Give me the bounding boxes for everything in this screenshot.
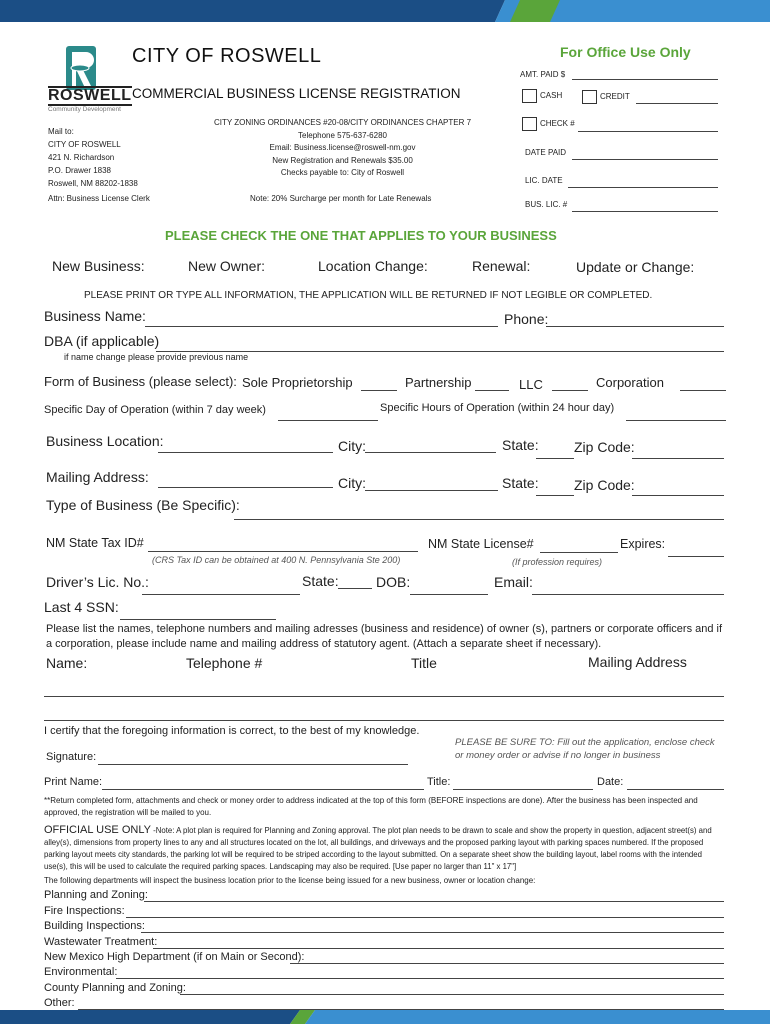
mailing-city-label: City: (338, 475, 366, 491)
type-of-business-field[interactable] (234, 519, 724, 520)
certify-text: I certify that the foregoing information is correct, to the best of my knowledge. (44, 725, 420, 737)
cert-date-field[interactable] (627, 789, 724, 790)
bus-lic-field[interactable] (572, 211, 718, 212)
credit-checkbox[interactable] (582, 90, 597, 104)
dl-state-field[interactable] (338, 588, 372, 589)
print-instruction: PLEASE PRINT OR TYPE ALL INFORMATION, THE APPLICATION WILL BE RETURNED IF NOT LEGIBLE OR COMPLETED. (84, 290, 653, 301)
owners-mailing-header: Mailing Address (588, 654, 687, 670)
business-location-field[interactable] (158, 452, 333, 453)
ordinance-line: Email: Business.license@roswell-nm.gov (269, 143, 416, 152)
print-name-label: Print Name: (44, 776, 103, 788)
option-location-change[interactable]: Location Change: (318, 258, 428, 274)
mail-line: 421 N. Richardson (48, 153, 115, 162)
expires-field[interactable] (668, 556, 724, 557)
owners-telephone-header: Telephone # (186, 655, 263, 671)
sole-prop-label: Sole Proprietorship (242, 375, 353, 390)
ordinance-line: New Registration and Renewals $35.00 (272, 155, 413, 165)
dept-county-field[interactable] (180, 994, 724, 995)
date-paid-field[interactable] (572, 159, 718, 160)
signature-label: Signature: (46, 751, 97, 763)
llc-label: LLC (519, 377, 543, 392)
dept-county-label: County Planning and Zoning: (44, 982, 186, 994)
cert-title-field[interactable] (453, 789, 593, 790)
amt-paid-label: AMT. PAID $ (520, 70, 566, 79)
top-color-band (0, 0, 770, 22)
credit-field[interactable] (636, 103, 718, 104)
check-checkbox[interactable] (522, 117, 537, 131)
drivers-lic-field[interactable] (142, 594, 300, 595)
mailing-city-field[interactable] (365, 490, 498, 491)
attn-line: Attn: Business License Clerk (48, 194, 150, 203)
location-city-label: City: (338, 438, 366, 454)
type-of-business-label: Type of Business (Be Specific): (46, 497, 240, 513)
mail-line: Mail to: (48, 127, 74, 136)
check-one-heading: PLEASE CHECK THE ONE THAT APPLIES TO YOUR BUSINESS (165, 228, 557, 243)
dept-fire-field[interactable] (126, 917, 724, 918)
mailing-address-field[interactable] (158, 487, 333, 488)
dept-environmental-field[interactable] (116, 978, 724, 979)
partnership-label: Partnership (405, 375, 472, 390)
credit-label: CREDIT (600, 92, 630, 101)
dept-building-label: Building Inspections: (44, 920, 145, 932)
dl-state-label: State: (302, 573, 339, 589)
dept-building-field[interactable] (141, 932, 724, 933)
phone-field[interactable] (546, 326, 724, 327)
nm-tax-field[interactable] (148, 551, 418, 552)
bottom-color-band (0, 1010, 770, 1024)
email-label: Email: (494, 574, 533, 590)
last4-label: Last 4 SSN: (44, 599, 119, 615)
expires-label: Expires: (620, 537, 666, 551)
location-zip-field[interactable] (632, 458, 724, 459)
mailing-state-field[interactable] (536, 495, 574, 496)
return-note: **Return completed form, attachments and check or money order to address indicated at the top of this form (BEFORE inspections are done). After the business has been inspected and approved, the registration will be mailed to you. (44, 796, 698, 817)
business-location-label: Business Location: (46, 433, 164, 449)
mail-to-block (48, 125, 138, 190)
ordinance-line: CITY ZONING ORDINANCES #20-08/CITY ORDINANCES CHAPTER 7 (213, 118, 472, 127)
form-title: COMMERCIAL BUSINESS LICENSE REGISTRATION (132, 86, 461, 101)
city-title: CITY OF ROSWELL (132, 45, 322, 67)
mail-line: Roswell, NM 88202-1838 (48, 179, 138, 188)
official-block (44, 824, 726, 873)
specific-day-field[interactable] (278, 420, 378, 421)
nm-tax-note: (CRS Tax ID can be obtained at 400 N. Pennsylvania Ste 200) (152, 555, 401, 565)
llc-field[interactable] (552, 390, 588, 391)
form-of-business-label: Form of Business (please select): (44, 374, 237, 389)
mail-line: P.O. Drawer 1838 (48, 166, 111, 175)
ordinances-block (195, 117, 490, 180)
phone-label: Phone: (504, 311, 549, 327)
owners-name-header: Name: (46, 655, 88, 671)
bus-lic-label: BUS. LIC. # (525, 200, 568, 209)
location-zip-label: Zip Code: (574, 439, 635, 455)
sole-prop-field[interactable] (361, 390, 397, 391)
city-logo (48, 44, 132, 114)
nm-license-field[interactable] (540, 552, 618, 553)
location-state-label: State: (502, 437, 539, 453)
official-label: OFFICIAL USE ONLY (44, 824, 151, 836)
nm-license-label: NM State License# (428, 537, 534, 551)
logo-tagline: Community Development (48, 106, 121, 113)
official-note: -Note: A plot plan is required for Planning and Zoning approval. The plot plan needs to be drawn to scale and show the property in question, adjacent street(s) and alley(s), dimensions from property lines to any and all structures located on the lot, all buildings, and driveways and the proposed parking layout with parking spaces numbered. If the proposed parking layout meets city standards, the parking lot will be required to be striped according to the layout submitted. On a separate sheet show the building layout, label rooms with the intended use(s), this will be used to calculate the required parking spaces. Landscaping may also be required. [Use paper no larger than 11" x 17"] (44, 826, 712, 871)
mailing-zip-label: Zip Code: (574, 477, 635, 493)
option-update-change[interactable]: Update or Change: (576, 259, 695, 275)
dept-wastewater-label: Wastewater Treatment: (44, 936, 158, 948)
logo-wordmark: ROSWELL (48, 87, 132, 104)
be-sure-lead: PLEASE BE SURE TO: (455, 737, 555, 748)
business-name-label: Business Name: (44, 308, 146, 324)
ordinance-line: Telephone 575-637-6280 (298, 130, 387, 140)
email-field[interactable] (532, 594, 724, 595)
partnership-field[interactable] (475, 390, 509, 391)
be-sure-rest: Fill out the application, enclose check or money order or advise if no longer in business (455, 737, 715, 761)
dept-environmental-label: Environmental: (44, 966, 118, 978)
signature-field[interactable] (98, 764, 408, 765)
ordinance-line: Checks payable to: City of Roswell (280, 168, 405, 177)
check-field[interactable] (578, 131, 718, 132)
be-sure-note (455, 736, 725, 762)
owners-row-1[interactable] (44, 696, 724, 697)
mail-line: CITY OF ROSWELL (48, 140, 121, 149)
owners-title-header: Title (411, 655, 437, 671)
cash-checkbox[interactable] (522, 89, 537, 103)
specific-day-label: Specific Day of Operation (within 7 day week) (44, 404, 266, 416)
nm-license-note: (If profession requires) (512, 557, 603, 567)
dept-wastewater-field[interactable] (153, 948, 724, 949)
business-name-field[interactable] (145, 326, 498, 327)
location-state-field[interactable] (536, 458, 574, 459)
option-renewal[interactable]: Renewal: (472, 258, 531, 274)
mailing-address-label: Mailing Address: (46, 469, 149, 485)
dba-note: if name change please provide previous name (64, 352, 249, 362)
owners-row-2[interactable] (44, 720, 724, 721)
dept-nm-high-field[interactable] (290, 963, 724, 964)
dept-other-label: Other: (44, 997, 75, 1009)
lic-date-label: LIC. DATE (525, 176, 563, 185)
office-use-title: For Office Use Only (560, 44, 691, 60)
amt-paid-field[interactable] (572, 79, 718, 80)
cash-label: CASH (540, 91, 563, 100)
owners-instruction: Please list the names, telephone numbers and mailing adresses (business and residence) of owner (s), partners or corporate officers and if a corporation, please include name and mailing address of statutory agent. (Attach a separate sheet if necessary). (46, 623, 723, 650)
dept-nm-high-label: New Mexico High Department (if on Main or Second): (44, 951, 305, 963)
dept-planning-label: Planning and Zoning: (44, 889, 148, 901)
cert-title-label: Title: (427, 776, 451, 788)
option-new-owner[interactable]: New Owner: (188, 258, 266, 274)
dept-planning-field[interactable] (144, 901, 724, 902)
option-new-business[interactable]: New Business: (52, 258, 145, 274)
dept-fire-label: Fire Inspections: (44, 905, 125, 917)
dba-label: DBA (if applicable) (44, 333, 160, 349)
specific-hours-field[interactable] (626, 420, 726, 421)
date-paid-label: DATE PAID (525, 148, 567, 157)
mailing-state-label: State: (502, 475, 539, 491)
check-label: CHECK # (540, 119, 575, 128)
corporation-label: Corporation (596, 375, 664, 390)
specific-hours-label: Specific Hours of Operation (within 24 hour day) (380, 402, 615, 414)
mailing-zip-field[interactable] (632, 495, 724, 496)
print-name-field[interactable] (102, 789, 424, 790)
drivers-lic-label: Driver’s Lic. No.: (46, 574, 149, 590)
dob-label: DOB: (376, 574, 411, 590)
late-note: Note: 20% Surcharge per month for Late Renewals (250, 194, 432, 203)
location-city-field[interactable] (365, 452, 496, 453)
corporation-field[interactable] (680, 390, 726, 391)
cert-date-label: Date: (597, 776, 624, 788)
dob-field[interactable] (410, 594, 488, 595)
lic-date-field[interactable] (568, 187, 718, 188)
last4-field[interactable] (120, 619, 276, 620)
departments-intro: The following departments will inspect the business location prior to the license being issued for a new business, owner or location change: (44, 876, 536, 885)
nm-tax-label: NM State Tax ID# (46, 536, 144, 550)
